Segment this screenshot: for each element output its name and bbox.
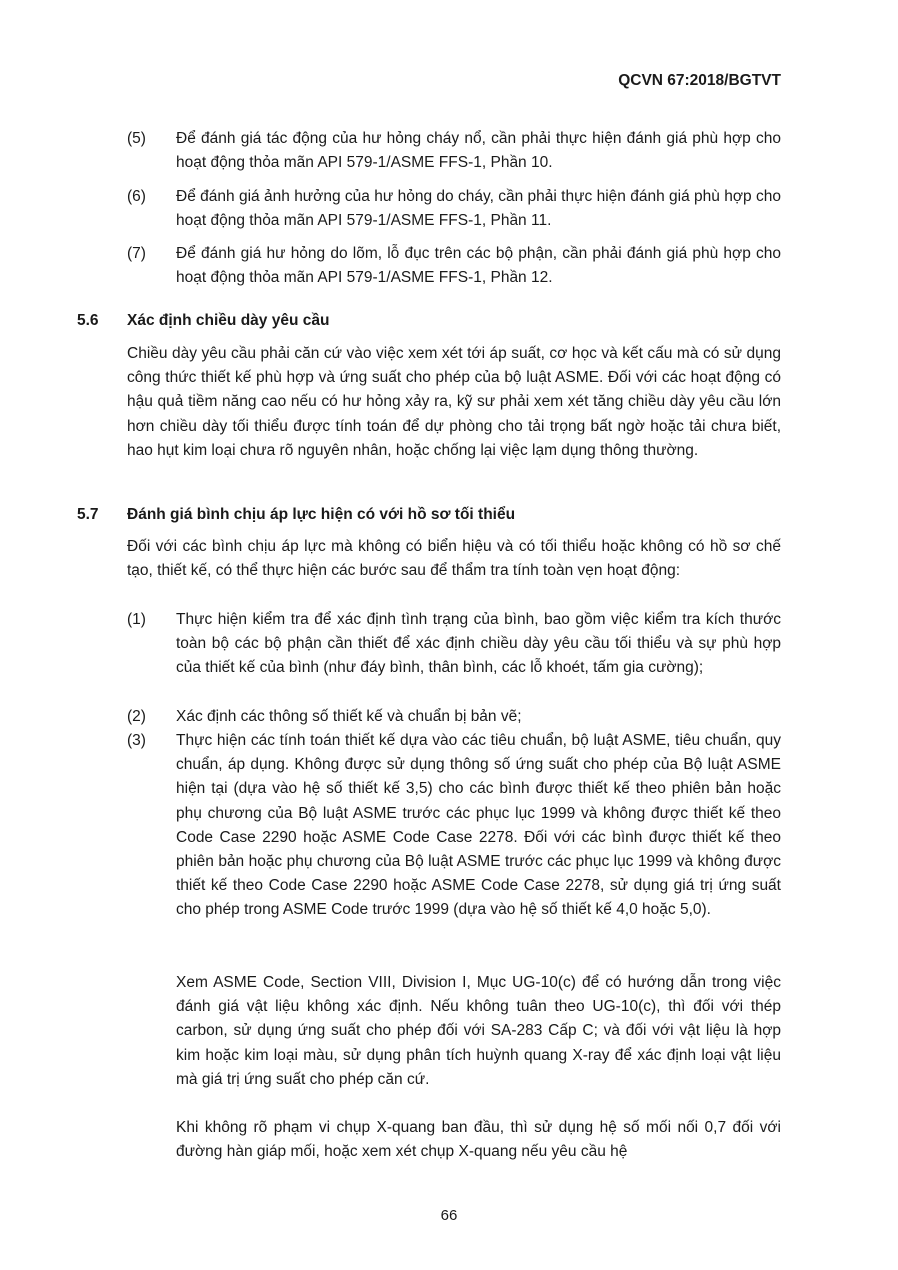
list-item-number: (7) xyxy=(127,245,146,262)
list-item-text: Để đánh giá tác động của hư hỏng cháy nổ, cần phải thực hiện đánh giá phù hợp cho hoạt động thỏa mãn API 579-1/ASME FFS-1, Phần 10. xyxy=(176,130,781,172)
list-item-text: Để đánh giá hư hỏng do lõm, lỗ đục trên các bộ phận, cần phải đánh giá phù hợp cho hoạt động thỏa mãn API 579-1/ASME FFS-1, Phần 12. xyxy=(176,245,781,287)
list-item xyxy=(127,185,781,233)
list-item xyxy=(127,729,781,923)
page-number: 66 xyxy=(440,1207,458,1224)
section-title: Xác định chiều dày yêu cầu xyxy=(127,312,330,329)
list-item-number: (6) xyxy=(127,188,146,205)
section-5-6-body: Chiều dày yêu cầu phải căn cứ vào việc xem xét tới áp suất, cơ học và kết cấu mà có sử dụng công thức thiết kế phù hợp và ứng suất cho phép của bộ luật ASME. Đối với các hoạt động có hậu quả tiềm năng cao nếu có hư hỏng xảy ra, kỹ sư phải xem xét tăng chiều dày yêu cầu lớn hơn chiều dày tối thiểu được tính toán để dự phòng cho tải trọng bất ngờ hoặc tải chưa biết, hao hụt kim loại chưa rõ nguyên nhân, hoặc chống lại việc lạm dụng thông thường. xyxy=(127,345,781,459)
list-item-text: Thực hiện kiểm tra để xác định tình trạng của bình, bao gồm việc kiểm tra kích thước toàn bộ các bộ phận cần thiết để xác định chiều dày yêu cầu tối thiểu và sự phù hợp của thiết kế của bình (như đáy bình, thân bình, các lỗ khoét, tấm gia cường); xyxy=(176,611,781,677)
list-item-text: Xem ASME Code, Section VIII, Division I, Mục UG-10(c) để có hướng dẫn trong việc đánh giá vật liệu không xác định. Nếu không tuân theo UG-10(c), thì đối với thép carbon, sử dụng ứng suất cho phép đối với SA-283 Cấp C; và đối với vật liệu là hợp kim hoặc kim loại màu, sử dụng phân tích huỳnh quang X-ray để xác định loại vật liệu mà giá trị ứng suất cho phép căn cứ. xyxy=(176,974,781,1088)
list-item-number: (5) xyxy=(127,130,146,147)
section-title: Đánh giá bình chịu áp lực hiện có với hồ sơ tối thiểu xyxy=(127,506,516,523)
list-item xyxy=(127,705,781,729)
list-item-text: Khi không rõ phạm vi chụp X-quang ban đầu, thì sử dụng hệ số mối nối 0,7 đối với đường hàn giáp mối, hoặc xem xét chụp X-quang nếu yêu cầu hệ xyxy=(176,1119,781,1161)
document-code-header: QCVN 67:2018/BGTVT xyxy=(618,72,781,89)
list-item xyxy=(127,608,781,681)
list-item-number: (1) xyxy=(127,611,146,628)
list-item-continuation xyxy=(127,971,781,1092)
list-item-number: (2) xyxy=(127,708,146,725)
section-number: 5.7 xyxy=(77,506,99,523)
list-item xyxy=(127,127,781,175)
list-item-text: Để đánh giá ảnh hưởng của hư hỏng do cháy, cần phải thực hiện đánh giá phù hợp cho hoạt động thỏa mãn API 579-1/ASME FFS-1, Phần 11. xyxy=(176,188,781,230)
list-item-text: Thực hiện các tính toán thiết kế dựa vào các tiêu chuẩn, bộ luật ASME, tiêu chuẩn, quy chuẩn, áp dụng. Không được sử dụng thông số ứng suất cho phép của Bộ luật ASME hiện tại (dựa vào hệ số thiết kế 3,5) cho các bình được thiết kế theo phiên bản hoặc phụ chương của Bộ luật ASME trước các phục lục 1999 và không được thiết kế theo Code Case 2290 hoặc ASME Code Case 2278. Đối với các bình được thiết kế theo phiên bản hoặc phụ chương của Bộ luật ASME trước các phục lục 1999 và không được thiết kế theo Code Case 2290 hoặc ASME Code Case 2278, sử dụng giá trị ứng suất cho phép trong ASME Code trước 1999 (dựa vào hệ số thiết kế 4,0 hoặc 5,0). xyxy=(176,732,781,919)
list-item xyxy=(127,242,781,290)
list-item-continuation xyxy=(127,1116,781,1164)
list-item-text: Xác định các thông số thiết kế và chuẩn bị bản vẽ; xyxy=(176,708,522,725)
list-item-number: (3) xyxy=(127,732,146,749)
section-5-7-intro: Đối với các bình chịu áp lực mà không có biển hiệu và có tối thiểu hoặc không có hồ sơ chế tạo, thiết kế, có thể thực hiện các bước sau để thẩm tra tính toàn vẹn hoạt động: xyxy=(127,538,781,580)
section-number: 5.6 xyxy=(77,312,99,329)
